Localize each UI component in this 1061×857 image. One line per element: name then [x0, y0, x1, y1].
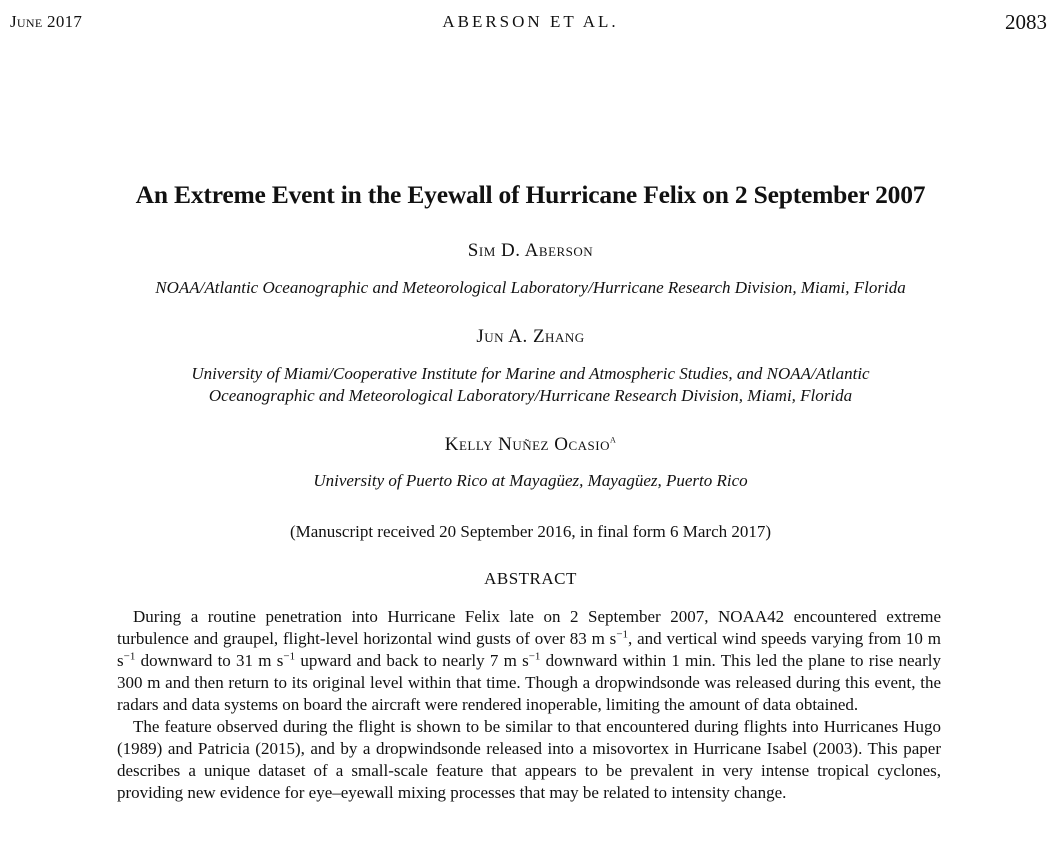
paper-title: An Extreme Event in the Eyewall of Hurricane Felix on 2 September 2007: [135, 180, 926, 209]
affiliation-line: University of Puerto Rico at Mayagüez, Mayagüez, Puerto Rico: [313, 471, 748, 490]
affiliation-line: Oceanographic and Meteorological Laboratory/Hurricane Research Division, Miami, Florida: [208, 386, 853, 405]
author-3-name: Kelly Nuñez Ocasio$^a$: [444, 433, 617, 455]
affiliation-line: NOAA/Atlantic Oceanographic and Meteorological Laboratory/Hurricane Research Division, Miami, Florida: [155, 278, 906, 297]
journal-date: June 2017: [10, 12, 83, 31]
abstract-heading: ABSTRACT: [484, 569, 577, 588]
author-3-affiliation: [0, 470, 1061, 492]
running-head-authors: ABERSON ET AL.: [442, 12, 619, 31]
page-number: 2083: [1005, 10, 1047, 34]
abstract-paragraph-2: The feature observed during the flight is shown to be similar to that encountered during flights into Hurricanes Hugo (1989) and Patricia (2015), and by a dropwindsonde released into a misovortex in Hurricane Isabel (2003). This paper describes a unique dataset of a small-scale feature that appears to be prevalent in very intense tropical cyclones, providing new evidence for eye–eyewall mixing processes that may be related to intensity change.: [117, 717, 941, 802]
author-1-name: Sim D. Aberson: [467, 240, 594, 261]
manuscript-history: (Manuscript received 20 September 2016, in final form 6 March 2017): [289, 522, 772, 541]
affiliation-line: University of Miami/Cooperative Institute for Marine and Atmospheric Studies, and NOAA/Atlantic: [191, 364, 870, 383]
running-head: [0, 10, 1061, 36]
abstract-body: [117, 606, 941, 804]
abstract-paragraph-1: During a routine penetration into Hurricane Felix late on 2 September 2007, NOAA42 encountered extreme turbulence and graupel, flight-level horizontal wind gusts of over 83 m $s^{-1}$, and vertical wind speeds varying from 10 m $s^{-1}$ downward to 31 m $s^{-1}$ upward and back to nearly 7 m $s^{-1}$ downward within 1 min. This led the plane to rise nearly 300 m and then return to its original level within that time. Though a dropwindsonde was released during this event, the radars and data systems on board the aircraft were rendered inoperable, limiting the amount of data obtained.: [117, 607, 941, 714]
author-2-name: Jun A. Zhang: [476, 326, 585, 347]
author-1-affiliation: [0, 277, 1061, 299]
author-2-affiliation: [0, 363, 1061, 407]
